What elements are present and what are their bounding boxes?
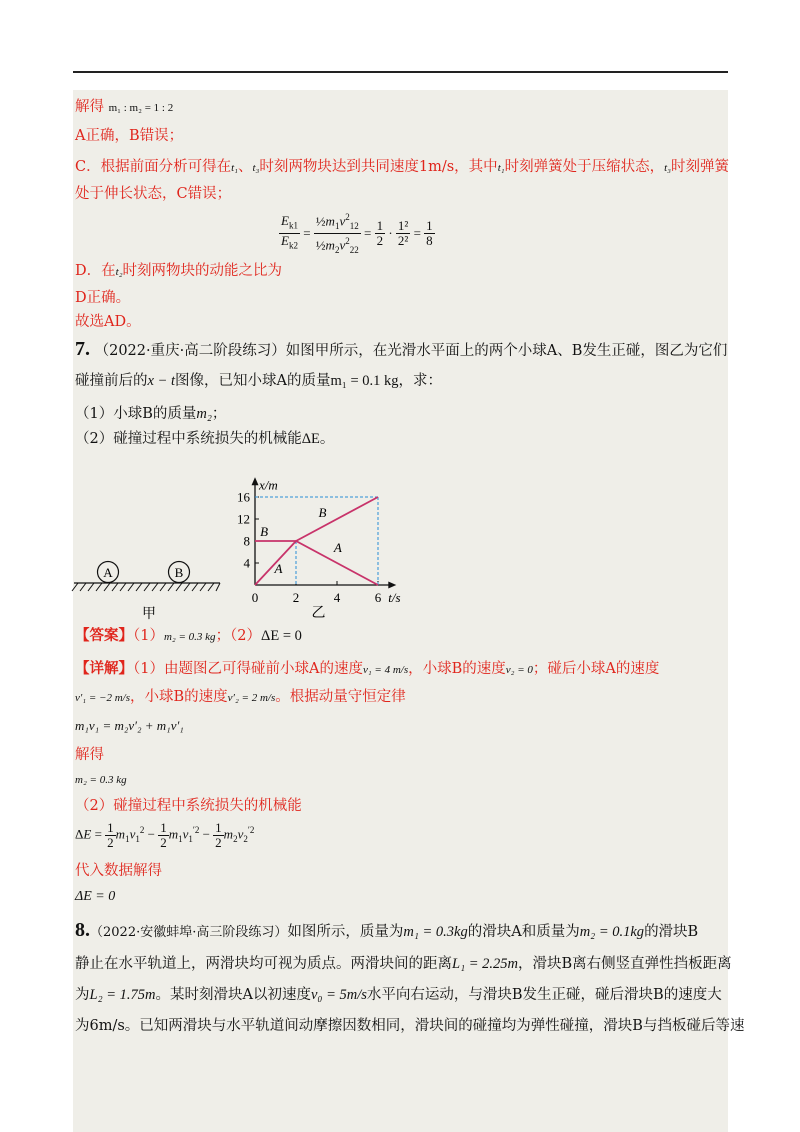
t1: t₁ [231,162,238,174]
t: 水平向右运动，与滑块B发生正碰，碰后滑块B的速度大 [366,987,722,1003]
frac [158,821,169,850]
d: 2 [160,835,167,850]
x-tick-label: 4 [333,590,341,605]
n: $E_{k1}$ [279,214,300,234]
t: ，滑块B离右侧竖直弹性挡板距离 [518,956,732,972]
t: 、 [237,159,253,175]
question-source: （2022·安徽蚌埠·高三阶段练习） [90,925,288,940]
m1: m₁ = 0.3kg [403,924,468,940]
m2: m₂ = 0.1kg [579,924,645,940]
y-tick-label: 8 [243,533,250,549]
ans2: ΔE = 0 [261,628,302,644]
series-line-b [255,497,378,541]
t: ，小球B的速度 [408,661,506,677]
q7-detail-part2: （2）碰撞过程中系统损失的机械能 [75,798,302,814]
q7-line2 [75,372,442,390]
q7-jiede: 解得 [75,747,104,763]
t2: t₂ [115,266,123,278]
mass: m₁ = 0.1 kg [330,373,399,389]
ek-ratio-formula: $\frac{E_{k1}}{E_{k2}}$ = $\frac{\frac{1}{2}m_1v^2_{12}}{\frac{1}{2}m_2v^2_{22}}$ = $\frac{1}{2}$ · $\frac{\text{1²}}{\text{2²}}$ = $\frac{1}{8}$ [281,212,433,255]
figure-caption-jia: 甲 [142,607,156,622]
xt: x − t [147,373,175,389]
ans1: m₂ = 0.3 kg [163,631,216,643]
t: 时刻弹簧 [670,159,729,175]
q8-line1 [75,921,698,942]
q7-q2 [75,430,334,448]
n: $\frac{1}{2}m_1v^2_{12}$ [314,210,361,234]
q7-answer-line [75,627,302,646]
t: ；碰后小球A的速度 [532,661,660,677]
n: 1 [376,217,384,233]
p6-line-c1 [75,158,729,177]
y-tick-label: 12 [237,511,250,527]
frac [375,219,386,248]
t: 时刻两物块达到共同速度1m/s，其中 [259,159,498,175]
p6-line-d2: D正确。 [75,290,131,306]
p6-solve-line [75,98,173,117]
d: $E_{k2}$ [281,232,298,251]
t: 的滑块A和质量为 [467,924,580,940]
series-line-a [255,541,378,585]
frac [213,821,224,850]
header-rule [73,71,728,73]
figure-caption-yi: 乙 [311,606,326,621]
m2: m₂ [196,406,212,422]
t: 如图所示，质量为 [287,924,404,940]
de: ΔE [301,431,320,447]
x-axis-arrow [388,582,396,589]
series-label-b: B [318,505,327,520]
series-label-a: A [333,540,342,555]
n: 1 [426,217,433,233]
t: 。 [319,431,335,447]
d: 2 [376,232,384,248]
question-text: 如图甲所示，在光滑水平面上的两个小球A、B发生正碰，图乙为它们 [285,343,728,359]
question-number: 8. [75,919,90,941]
q7-q1 [75,405,226,423]
question-source: （2022·重庆·高二阶段练习） [94,343,286,359]
energy-loss-eq: ΔE = $\frac{1}{2}$ $m_1v_1^2$ − $\frac{1}{2}$ $m_1v_1^{'2}$ − $\frac{1}{2}$ $m_2v_2^{'2}$ [75,820,255,850]
x-axis-label: t/s [388,590,401,605]
t: D．在 [75,263,116,279]
frac [424,219,435,248]
detail-label: 【详解】 [75,660,133,677]
n: 1 [107,820,114,835]
q7-detail-line1 [75,660,659,679]
t: 碰撞前后的 [75,373,148,389]
ek-frac [279,214,300,252]
v1: v₁ = 4 m/s [362,664,409,676]
L2: L₂ = 1.75m [89,987,156,1003]
t: 。根据动量守恒定律 [275,689,406,705]
y-axis-label: x/m [259,477,278,493]
t3: t₃ [252,162,260,174]
q7-title-line [75,340,727,360]
frac [105,821,116,850]
t: 图像，已知小球A的质量 [175,373,331,389]
t: 为 [75,987,90,1003]
y-axis-arrow [252,477,259,485]
t: 时刻弹簧处于压缩状态， [504,159,665,175]
x-tick-label: 0 [251,590,259,605]
t: ； [211,406,227,422]
q7-detail-sub: 代入数据解得 [75,863,162,879]
p6-line-c2: 处于伸长状态，C错误； [75,186,232,202]
xt-chart [228,470,418,630]
x-tick-label: 2 [292,590,300,605]
d: $\frac{1}{2}m_2v^2_{22}$ [315,235,359,255]
v1p: v′₁ = −2 m/s [75,692,130,704]
d: 2 [107,835,114,850]
n: 1² [397,217,409,233]
t: 。某时刻滑块A以初速度 [155,987,311,1003]
p6-line-d [75,262,282,281]
v2: v₂ = 0 [505,664,533,676]
t: （1）由题图乙可得碰前小球A的速度 [133,661,363,677]
answer-label: 【答案】 [75,627,133,644]
p6-line-a: A正确，B错误； [75,128,184,144]
n: 1 [215,820,222,835]
question-number: 7. [75,338,90,360]
t: 时刻两物块的动能之比为 [122,263,283,279]
t: （1）小球B的质量 [75,406,197,422]
x-tick-label: 6 [374,590,382,605]
ball-b-label: B [174,565,184,580]
ground-hatch [72,583,220,591]
t: （2）碰撞过程中系统损失的机械能 [75,431,302,447]
t: 静止在水平轨道上，两滑块均可视为质点。两滑块间的距离 [75,956,452,972]
t: C．根据前面分析可得在 [75,159,232,175]
d: 2² [397,232,409,248]
de-zero: ΔE = 0 [75,889,116,904]
n: 1 [160,820,167,835]
v0: v₀ = 5m/s [310,987,367,1003]
frac [396,219,410,248]
q8-line3 [75,986,722,1004]
L1: L₁ = 2.25m [452,956,518,972]
m2-result: m₂ = 0.3 kg [75,774,127,786]
series-label-a: A [274,560,283,576]
t: （1） [133,628,164,644]
t: ，求： [398,373,442,389]
p6-answer-line: 故选AD。 [75,314,141,330]
v2p: v′₂ = 2 m/s [227,692,276,704]
t: 的滑块B [644,924,699,940]
ball-a-label: A [103,565,113,580]
y-tick-label: 4 [243,555,250,571]
t: ，小球B的速度 [130,689,228,705]
figure-jia [70,550,230,630]
y-tick-label: 16 [237,489,250,505]
d: 8 [426,232,433,248]
d: 2 [215,835,222,850]
series-label-b: B [260,524,269,539]
t: ；（2） [215,628,262,644]
t3: t₃ [664,162,671,174]
q7-detail-line2 [75,688,406,707]
ratio-eq: m₁ : m₂ = 1 : 2 [108,102,174,114]
q8-line2 [75,955,732,973]
half-mv-frac [314,210,361,257]
t1: t₁ [497,162,505,174]
label: 解得 [75,99,104,115]
q8-line4: 为6m/s。已知两滑块与水平轨道间动摩擦因数相同，滑块间的碰撞均为弹性碰撞，滑块B与挡板碰后等速 [75,1018,745,1034]
momentum-eq: m₁v₁ = m₂v′₂ + m₁v′₁ [75,718,184,733]
